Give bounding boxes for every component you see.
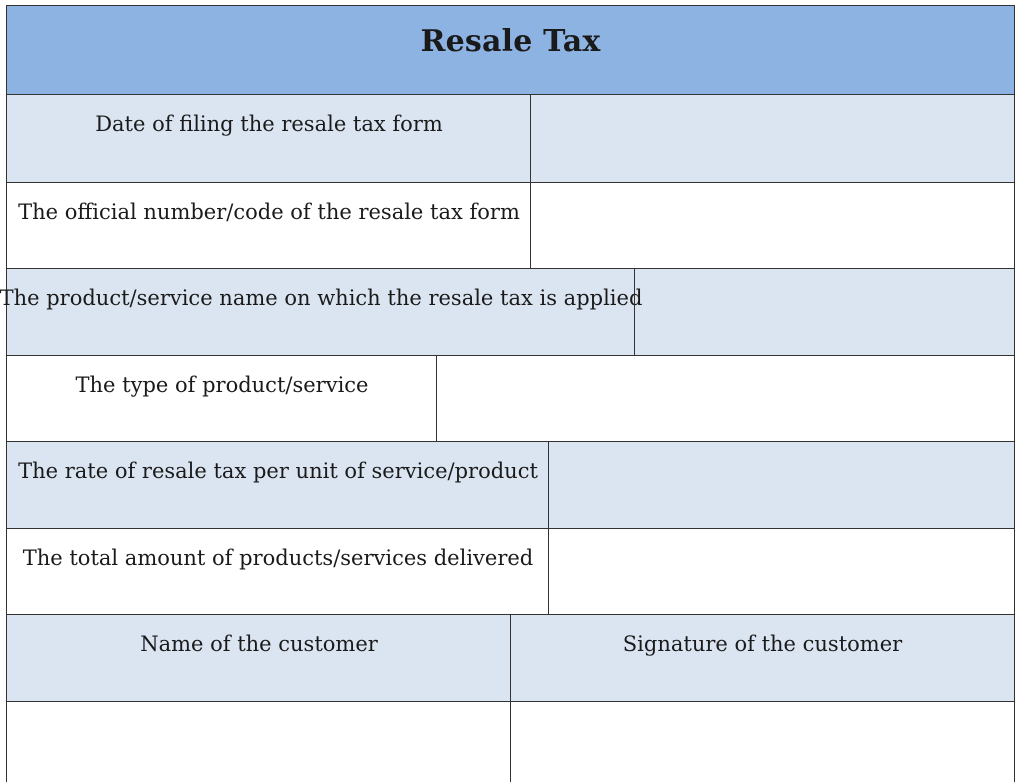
- total-amount-label-cell: [7, 529, 549, 614]
- total-amount-field[interactable]: [548, 529, 1014, 614]
- product-name-label: The product/service name on which the resale tax is applied: [0, 286, 643, 310]
- filing-date-label-cell: [7, 95, 531, 182]
- total-amount-label: The total amount of products/services delivered: [22, 546, 534, 570]
- customer-signature-label: Signature of the customer: [622, 632, 903, 656]
- customer-signature-field[interactable]: [510, 702, 1014, 782]
- filing-date-field[interactable]: [530, 95, 1014, 182]
- product-name-label-cell: [0, 269, 643, 355]
- field-row-product-name: [0, 269, 1015, 356]
- field-row-total-amount: [6, 529, 1015, 615]
- product-type-label: The type of product/service: [75, 373, 369, 397]
- form-header: [6, 5, 1015, 95]
- filing-date-label: Date of filing the resale tax form: [95, 112, 443, 136]
- customer-signature-label-cell: [510, 615, 1014, 701]
- field-row-filing-date: [6, 95, 1015, 183]
- form-code-field[interactable]: [530, 183, 1014, 268]
- tax-rate-label: The rate of resale tax per unit of service/product: [18, 459, 538, 483]
- customer-entry-row: [6, 702, 1015, 782]
- tax-rate-label-cell: [7, 442, 549, 528]
- customer-labels-row: [6, 615, 1015, 702]
- field-row-product-type: [6, 356, 1015, 442]
- form-code-label-cell: [7, 183, 531, 268]
- product-type-field[interactable]: [436, 356, 1014, 441]
- customer-name-field[interactable]: [7, 702, 511, 782]
- field-row-tax-rate: [6, 442, 1015, 529]
- customer-name-label: Name of the customer: [140, 632, 378, 656]
- form-title: Resale Tax: [420, 24, 601, 59]
- product-type-label-cell: [7, 356, 437, 441]
- form-code-label: The official number/code of the resale tax form: [18, 200, 520, 224]
- customer-name-label-cell: [7, 615, 511, 701]
- product-name-field[interactable]: [634, 269, 1014, 355]
- tax-rate-field[interactable]: [548, 442, 1014, 528]
- field-row-form-code: [6, 183, 1015, 269]
